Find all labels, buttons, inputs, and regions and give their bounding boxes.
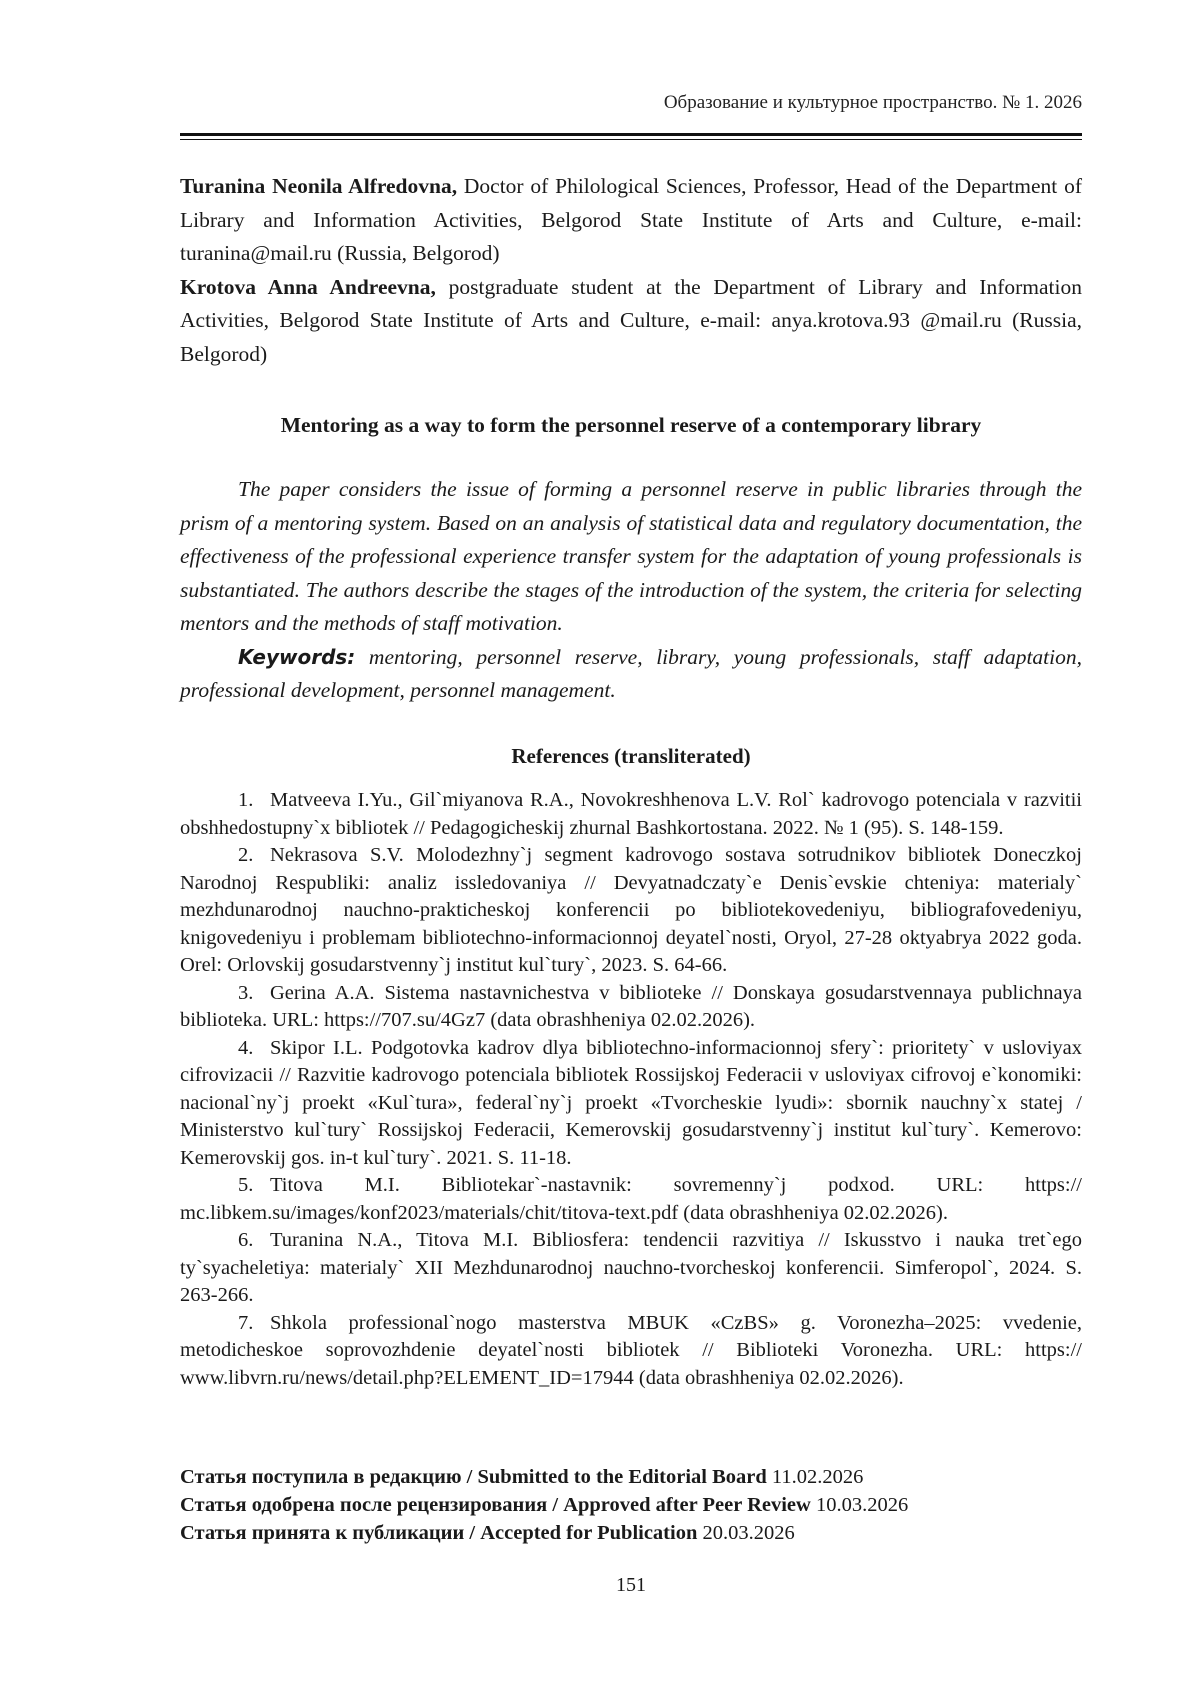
date-value: 11.02.2026 (766, 1466, 864, 1488)
reference-item (180, 842, 1082, 980)
header-rule-thick (180, 133, 1082, 136)
reference-text: Turanina N.A., Titova M.I. Bibliosfera: tendencii razvitiya // Iskusstvo i nauka tret`ego ty`syacheletiya: materialy` XII Mezhdunarodnoj nauchno-tvorcheskoj konferencii. Simferopol`, 2024. S. 263-266. (180, 1229, 1082, 1306)
article-body (180, 170, 1082, 1392)
references-heading: References (transliterated) (511, 743, 751, 768)
reference-item (180, 980, 1082, 1035)
reference-item (180, 1172, 1082, 1227)
header-rule-thin (180, 139, 1082, 140)
reference-item (180, 1227, 1082, 1310)
author-details: postgraduate student at the Department of Library and Information Activities, Belgorod State Institute of Arts and Culture, e-mail: anya.krotova.93 @mail.ru (Russia, Belgorod) (180, 274, 1082, 366)
reference-text: Titova M.I. Bibliotekar`-nastavnik: sovremenny`j podxod. URL: https:// mc.libkem.su/images/konf2023/materials/chit/titova-text.pdf (data obrashheniya 02.02.2026). (180, 1174, 1082, 1224)
author-details: Doctor of Philological Sciences, Professor, Head of the Department of Library and Information Activities, Belgorod State Institute of Arts and Culture, e-mail: turanina@mail.ru (Russia, Belgorod) (180, 174, 1082, 265)
reference-number: 1. (238, 789, 254, 811)
reference-text: Gerina A.A. Sistema nastavnichestva v biblioteke // Donskaya gosudarstvennaya publichnaya biblioteka. URL: https://707.su/4Gz7 (data obrashheniya 02.02.2026). (180, 981, 1082, 1031)
reference-number: 4. (238, 1036, 254, 1059)
abstract: The paper considers the issue of forming a personnel reserve in public libraries through the prism of a mentoring system. Based on an analysis of statistical data and regulatory documentation, the effectiveness of the professional experience transfer system for the adaptation of young professionals is substantiated. The authors describe the stages of the introduction of the system, the criteria for selecting mentors and the methods of staff motivation. (180, 477, 1082, 635)
publication-dates (180, 1463, 1082, 1547)
author-name: Turanina Neonila Alfredovna, (180, 174, 458, 198)
article-title: Mentoring as a way to form the personnel reserve of a contemporary library (280, 413, 982, 437)
keywords-label: Keywords: (238, 644, 356, 669)
date-approved (180, 1491, 1082, 1519)
reference-number: 7. (238, 1311, 254, 1334)
author-entry (180, 271, 1082, 372)
reference-item (180, 787, 1082, 842)
date-label: Статья поступила в редакцию / Submitted to the Editorial Board (180, 1466, 767, 1488)
reference-item (180, 1310, 1082, 1393)
date-label: Статья одобрена после рецензирования / Approved after Peer Review (180, 1494, 811, 1516)
date-value: 10.03.2026 (810, 1494, 909, 1516)
running-header: Образование и культурное пространство. № 1. 2026 (663, 92, 1082, 113)
reference-text: Nekrasova S.V. Molodezhny`j segment kadrovogo sostava sotrudnikov bibliotek Doneczkoj Narodnoj Respubliki: analiz issledovaniya // Devyatnadczaty`e Denis`evskie chteniya: materialy` mezhdunarodnoj nauchno-prakticheskoj konferencii po bibliotekovedeniyu, bibliografovedeniyu, knigovedeniyu i problemam bibliotechno-informacionnoj deyatel`nosti, Oryol, 27-28 oktyabrya 2022 goda. Orel: Orlovskij gosudarstvenny`j institut kul`tury`, 2023. S. 64-66. (180, 844, 1082, 976)
keywords (180, 641, 1082, 708)
reference-number: 5. (238, 1174, 254, 1196)
reference-text: Matveeva I.Yu., Gil`miyanova R.A., Novokreshhenova L.V. Rol` kadrovogo potenciala v razvitii obshhedostupny`x bibliotek // Pedagogicheskij zhurnal Bashkortostana. 2022. № 1 (95). S. 148-159. (180, 789, 1082, 839)
reference-text: Skipor I.L. Podgotovka kadrov dlya bibliotechno-informacionnoj sfery`: prioritety` v usloviyax cifrovizacii // Razvitie kadrovogo potenciala bibliotek Rossijskoj Federacii v usloviyax cifrovoj e`konomiki: nacional`ny`j proekt «Kul`tura», federal`ny`j proekt «Tvorcheskie lyudi»: sbornik nauchny`x statej / Ministerstvo kul`tury` Rossijskoj Federacii, Kemerovskij gosudarstvenny`j institut kul`tury`. Kemerovo: Kemerovskij gos. in-t kul`tury`. 2021. S. 11-18. (180, 1036, 1082, 1169)
page-number: 151 (616, 1574, 646, 1596)
author-info (180, 170, 1082, 371)
reference-text: Shkola professional`nogo masterstva MBUK «CzBS» g. Voronezha–2025: vvedenie, metodicheskoe soprovozhdenie deyatel`nosti bibliotek // Biblioteki Voronezha. URL: https:// www.libvrn.ru/news/detail.php?ELEMENT_ID=17944 (data obrashheniya 02.02.2026). (180, 1311, 1082, 1389)
date-label: Статья принята к публикации / Accepted for Publication (180, 1522, 698, 1544)
reference-number: 3. (238, 981, 254, 1004)
author-entry (180, 170, 1082, 271)
reference-item (180, 1035, 1082, 1173)
reference-number: 2. (238, 844, 254, 866)
date-value: 20.03.2026 (697, 1522, 795, 1544)
date-accepted (180, 1519, 1082, 1547)
references-list (180, 787, 1082, 1392)
reference-number: 6. (238, 1229, 254, 1251)
date-submitted (180, 1463, 1082, 1491)
keywords-text: mentoring, personnel reserve, library, young professionals, staff adaptation, professional development, personnel management. (180, 644, 1082, 702)
author-name: Krotova Anna Andreevna, (180, 274, 436, 299)
